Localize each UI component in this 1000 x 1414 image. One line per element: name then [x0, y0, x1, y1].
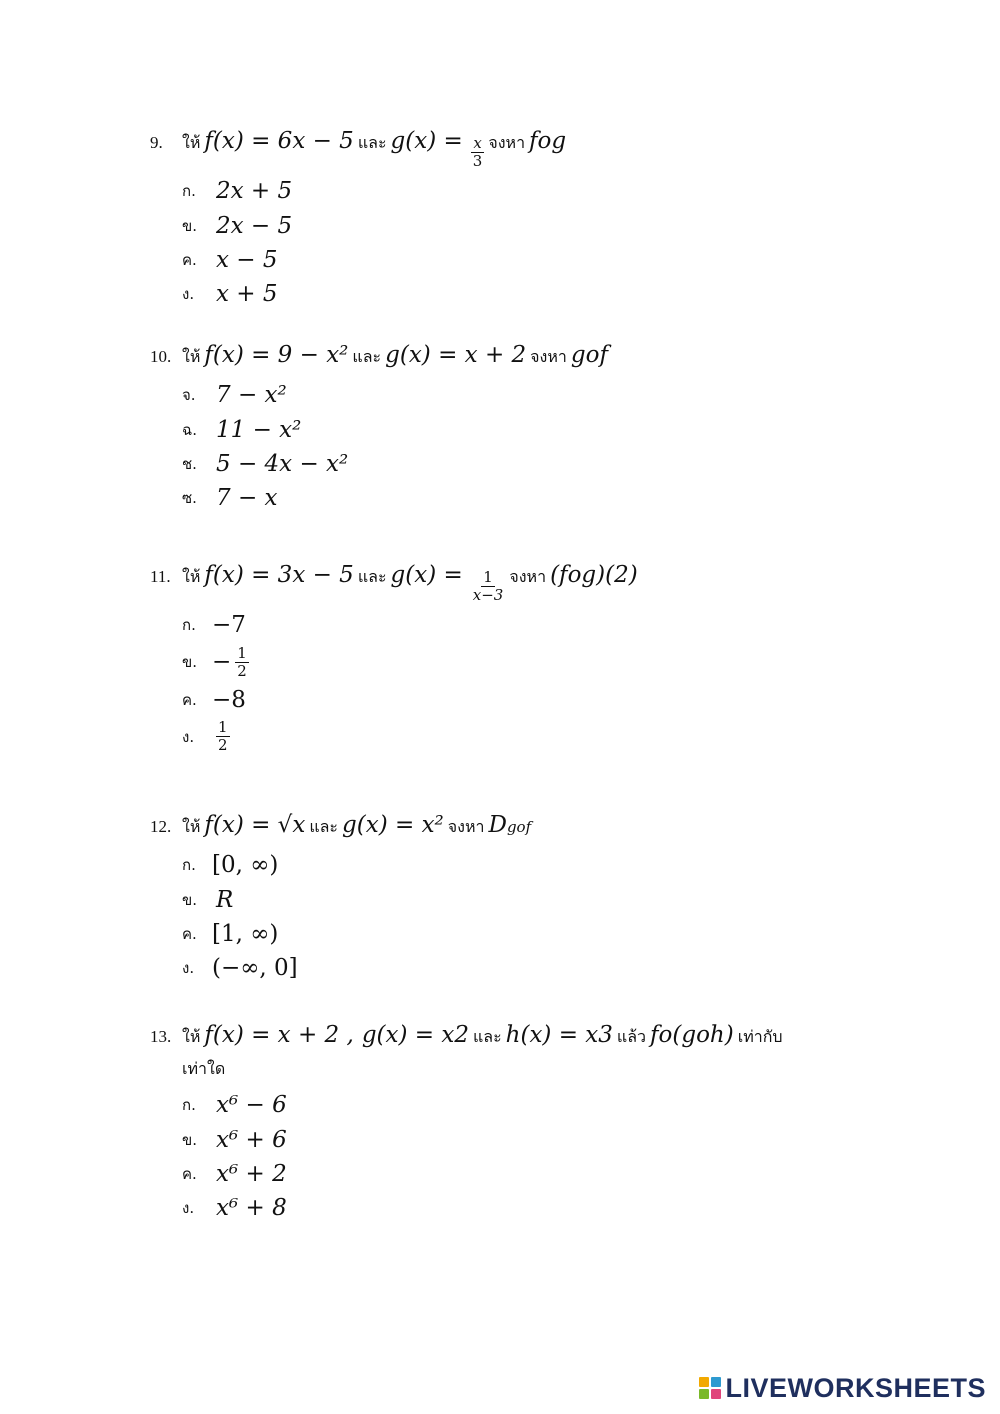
option-value: R [216, 886, 234, 913]
option-label: ค. [182, 690, 197, 709]
prompt-text: แล้ว [616, 1027, 647, 1046]
question-12 [150, 808, 870, 986]
option-value: 7 − x [216, 485, 278, 512]
option[interactable] [182, 412, 870, 446]
option-label: ค. [182, 1164, 197, 1183]
math-f: f(x) = x + 2 , [204, 1022, 354, 1048]
option-value: 2x + 5 [216, 178, 293, 205]
option-label: ฉ. [182, 420, 197, 439]
math-fraction [471, 135, 485, 170]
option-label: ง. [182, 1199, 195, 1218]
option-value: x⁶ + 8 [216, 1195, 287, 1222]
option-label: ง. [182, 285, 195, 304]
option-value: [1, ∞) [212, 920, 279, 947]
option[interactable] [182, 917, 870, 951]
option[interactable] [182, 1191, 870, 1225]
option-label: ข. [182, 1130, 198, 1149]
fraction-numerator: 1 [483, 568, 493, 586]
option[interactable] [182, 882, 870, 916]
option[interactable] [182, 642, 870, 682]
prompt-text: และ [352, 347, 382, 366]
prompt-text: จงหา [530, 347, 567, 366]
option-value: (−∞, 0] [212, 955, 298, 982]
question-13 [150, 1018, 870, 1226]
option[interactable] [182, 378, 870, 412]
math-target: gof [570, 342, 608, 368]
option-value: x⁶ + 6 [216, 1126, 287, 1153]
fraction-numerator: x [473, 134, 482, 152]
question-11 [150, 558, 870, 757]
logo-grid-icon [699, 1377, 721, 1399]
question-number: 9. [150, 133, 163, 152]
option-list [150, 848, 870, 986]
fraction-numerator: 1 [218, 718, 228, 737]
option-list [150, 378, 870, 516]
math-f: f(x) = 3x − 5 [204, 562, 354, 588]
option-label: ก. [182, 1096, 196, 1115]
option-label: ง. [182, 727, 195, 746]
fraction-denominator: 3 [472, 152, 483, 170]
option-label: ง. [182, 959, 195, 978]
math-target: fog [529, 128, 567, 154]
prompt-text: เท่ากับ [737, 1027, 783, 1046]
math-g: g(x) = x² [342, 812, 444, 838]
option-value: x + 5 [216, 281, 278, 308]
question-number: 11. [150, 567, 171, 586]
question-prompt [150, 558, 870, 604]
option[interactable] [182, 243, 870, 277]
option-sign: − [212, 649, 232, 676]
option[interactable] [182, 608, 870, 642]
option-value: 2x − 5 [216, 212, 293, 239]
prompt-text: และ [309, 817, 339, 836]
math-fraction [471, 569, 506, 604]
logo-square [699, 1389, 709, 1399]
option-list [150, 174, 870, 312]
math-target: fo(goh) [650, 1022, 734, 1048]
math-target: D [488, 812, 507, 838]
fraction-denominator: 2 [218, 736, 228, 755]
option-label: ข. [182, 216, 198, 235]
prompt-text: จงหา [488, 133, 526, 152]
prompt-text: และ [357, 133, 387, 152]
question-prompt [150, 1018, 870, 1054]
question-prompt-continued: เท่าใด [182, 1059, 226, 1078]
option[interactable] [182, 447, 870, 481]
option[interactable] [182, 1157, 870, 1191]
option-value: x − 5 [216, 246, 278, 273]
fraction-denominator: 2 [237, 661, 247, 680]
option-list [150, 608, 870, 757]
question-prompt [150, 338, 870, 374]
option-value: x⁶ + 2 [216, 1160, 287, 1187]
math-g: g(x) = x + 2 [385, 342, 527, 368]
option[interactable] [182, 174, 870, 208]
option-value: x⁶ − 6 [216, 1092, 287, 1119]
option[interactable] [182, 682, 870, 716]
option[interactable] [182, 717, 870, 757]
option-label: ก. [182, 616, 196, 635]
option-label: ก. [182, 182, 196, 201]
option-value: −7 [212, 612, 246, 639]
logo-square [711, 1377, 721, 1387]
logo-square [711, 1389, 721, 1399]
option-label: ค. [182, 924, 197, 943]
option-label: จ. [182, 386, 196, 405]
liveworksheets-logo[interactable] [699, 1370, 986, 1406]
option-value: 11 − x² [216, 416, 302, 443]
prompt-text: ให้ [182, 347, 201, 366]
question-10 [150, 338, 870, 516]
prompt-text: จงหา [509, 567, 547, 586]
question-prompt [150, 124, 870, 170]
option-label: ข. [182, 890, 198, 909]
question-number: 13. [150, 1027, 172, 1046]
logo-square [699, 1377, 709, 1387]
option-fraction [216, 719, 230, 754]
option-value: 7 − x² [216, 382, 287, 409]
option-label: ค. [182, 250, 197, 269]
option-value: −8 [212, 686, 246, 713]
option-value: 5 − 4x − x² [216, 450, 349, 477]
question-9 [150, 124, 870, 312]
fraction-numerator: 1 [237, 643, 247, 662]
prompt-text: ให้ [182, 1027, 201, 1046]
prompt-text: ให้ [182, 817, 201, 836]
question-prompt [150, 808, 870, 844]
option[interactable] [182, 208, 870, 242]
math-f: f(x) = 9 − x² [204, 342, 349, 368]
option[interactable] [182, 951, 870, 985]
option-label: ก. [182, 856, 196, 875]
math-subscript: gof [506, 818, 532, 836]
math-g: g(x) = [390, 128, 463, 154]
math-g: g(x) = x2 [361, 1022, 469, 1048]
option-label: ข. [182, 653, 198, 672]
option[interactable] [182, 277, 870, 311]
prompt-text: และ [472, 1027, 502, 1046]
question-number: 12. [150, 817, 172, 836]
prompt-text: ให้ [182, 133, 201, 152]
option-value: [0, ∞) [212, 852, 279, 879]
logo-text: LIVEWORKSHEETS [725, 1372, 986, 1403]
prompt-text: ให้ [182, 567, 201, 586]
question-number: 10. [150, 347, 172, 366]
math-target: (fog)(2) [550, 562, 638, 588]
prompt-text: จงหา [447, 817, 485, 836]
option-label: ซ. [182, 489, 197, 508]
fraction-denominator: x−3 [472, 586, 504, 604]
math-f: f(x) = 6x − 5 [204, 128, 354, 154]
option-fraction [235, 645, 249, 680]
math-f: f(x) = √x [204, 812, 306, 838]
option-list [150, 1088, 870, 1226]
math-g: g(x) = [390, 562, 463, 588]
option[interactable] [182, 848, 870, 882]
option[interactable] [182, 1122, 870, 1156]
option-label: ช. [182, 454, 197, 473]
math-h: h(x) = x3 [505, 1022, 613, 1048]
option[interactable] [182, 481, 870, 515]
prompt-text: และ [357, 567, 387, 586]
option[interactable] [182, 1088, 870, 1122]
